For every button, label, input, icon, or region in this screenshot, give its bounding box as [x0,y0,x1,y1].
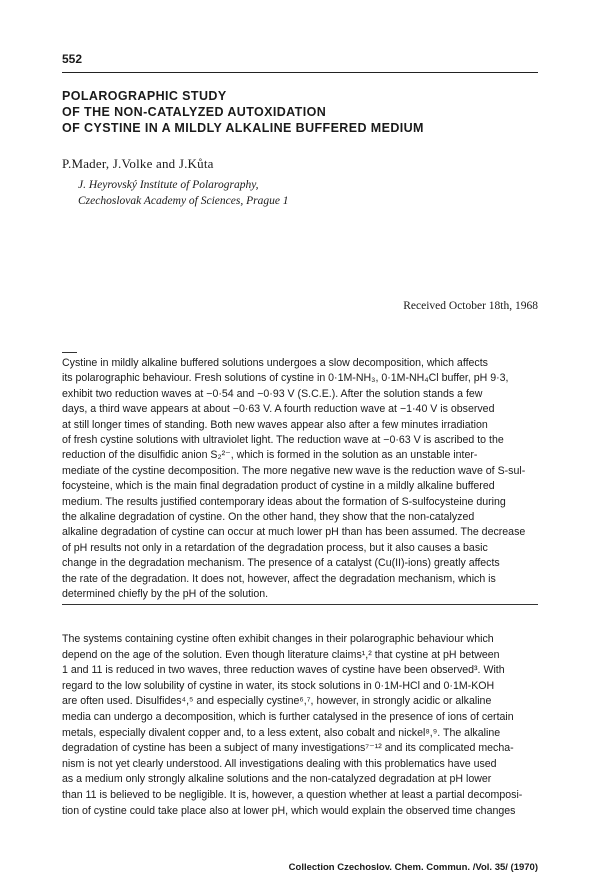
abstract-line: exhibit two reduction waves at −0·54 and −0·93 V (S.C.E.). After the solution stands a few [62,387,483,400]
body-line: are often used. Disulfides⁴,⁵ and especially cystine⁶,⁷, however, in strongly acidic or alkaline [62,695,492,708]
abstract-line: reduction of the disulfidic anion S₂²⁻, which is formed in the solution as an unstable inter- [62,449,478,462]
abstract-line: days, a third wave appears at about −0·63 V. A fourth reduction wave at −1·40 V is observed [62,403,495,416]
body-line: degradation of cystine has been a subject of many investigations⁷⁻¹² and its complicated mecha- [62,742,514,755]
body-line: than 11 is believed to be negligible. It is, however, a question whether at least a partial decomposi- [62,788,523,801]
abstract-rule-top [62,352,77,353]
body-line: The systems containing cystine often exhibit changes in their polarographic behaviour which [62,633,494,645]
title-line: OF CYSTINE IN A MILDLY ALKALINE BUFFERED MEDIUM [62,121,424,135]
header-rule [62,72,538,73]
article-title [62,88,538,136]
authors: P.Mader, J.Volke and J.Kůta [62,156,214,171]
body-line: 1 and 11 is reduced in two waves, three reduction waves of cystine have been observed³. With [62,664,505,677]
body-line: media can undergo a decomposition, which is further catalysed in the presence of ions of certain [62,710,514,723]
affiliation [78,178,289,209]
abstract-line: of fresh cystine solutions with ultraviolet light. The reduction wave at −0·63 V is ascribed to the [62,434,504,447]
abstract-rule-bottom [62,604,538,605]
journal-footer: Collection Czechoslov. Chem. Commun. /Vol. 35/ (1970) [288,862,538,873]
abstract-line: the rate of the degradation. It does not, however, affect the degradation mechanism, which is [62,572,496,585]
body-line: regard to the low solubility of cystine in water, its stock solutions in 0·1M-HCl and 0·1M-KOH [62,679,495,692]
abstract-line: determined chiefly by the pH of the solution. [62,588,269,601]
page-number: 552 [62,52,83,66]
body-line: tion of cystine could take place also at lower pH, which would explain the observed time changes [62,804,516,817]
abstract-line: medium. The results justified contemporary ideas about the formation of S-sulfocysteine during [62,495,506,508]
abstract-line: of pH results not only in a retardation of the degradation process, but it also causes a basic [62,541,488,554]
abstract [62,356,538,603]
affiliation-line: J. Heyrovský Institute of Polarography, [78,179,259,191]
body-line: nism is not yet clearly understood. All investigations dealing with this problematics have used [62,757,497,770]
body-line: as a medium only strongly alkaline solutions and the non-catalyzed degradation at pH lower [62,773,492,786]
title-line: POLAROGRAPHIC STUDY [62,89,227,103]
received-date: Received October 18th, 1968 [403,300,538,312]
title-line: OF THE NON-CATALYZED AUTOXIDATION [62,105,327,119]
abstract-line: focysteine, which is the main final degradation product of cystine in a mildly alkaline buffered [62,480,495,493]
body-line: depend on the age of the solution. Even though literature claims¹,² that cystine at pH between [62,648,500,661]
affiliation-line: Czechoslovak Academy of Sciences, Prague 1 [78,194,289,207]
body-line: metals, especially divalent copper and, to a less extent, also cobalt and nickel⁸,⁹. The alkaline [62,726,501,739]
body-text [62,632,538,819]
abstract-line: Cystine in mildly alkaline buffered solutions undergoes a slow decomposition, which affects [62,357,488,369]
abstract-line: alkaline degradation of cystine can occur at much lower pH than has been assumed. The decrease [62,526,526,539]
abstract-line: the alkaline degradation of cystine. On the other hand, they show that the non-catalyzed [62,511,475,524]
abstract-line: at still longer times of standing. Both new waves appear also after a few minutes irradiation [62,418,488,431]
abstract-line: change in the degradation mechanism. The presence of a catalyst (Cu(II)-ions) greatly affects [62,557,500,570]
abstract-line: mediate of the cystine decomposition. The more negative new wave is the reduction wave of S-sul- [62,464,526,477]
abstract-line: its polarographic behaviour. Fresh solutions of cystine in 0·1M-NH₃, 0·1M-NH₄Cl buffer, pH 9·3, [62,372,509,385]
